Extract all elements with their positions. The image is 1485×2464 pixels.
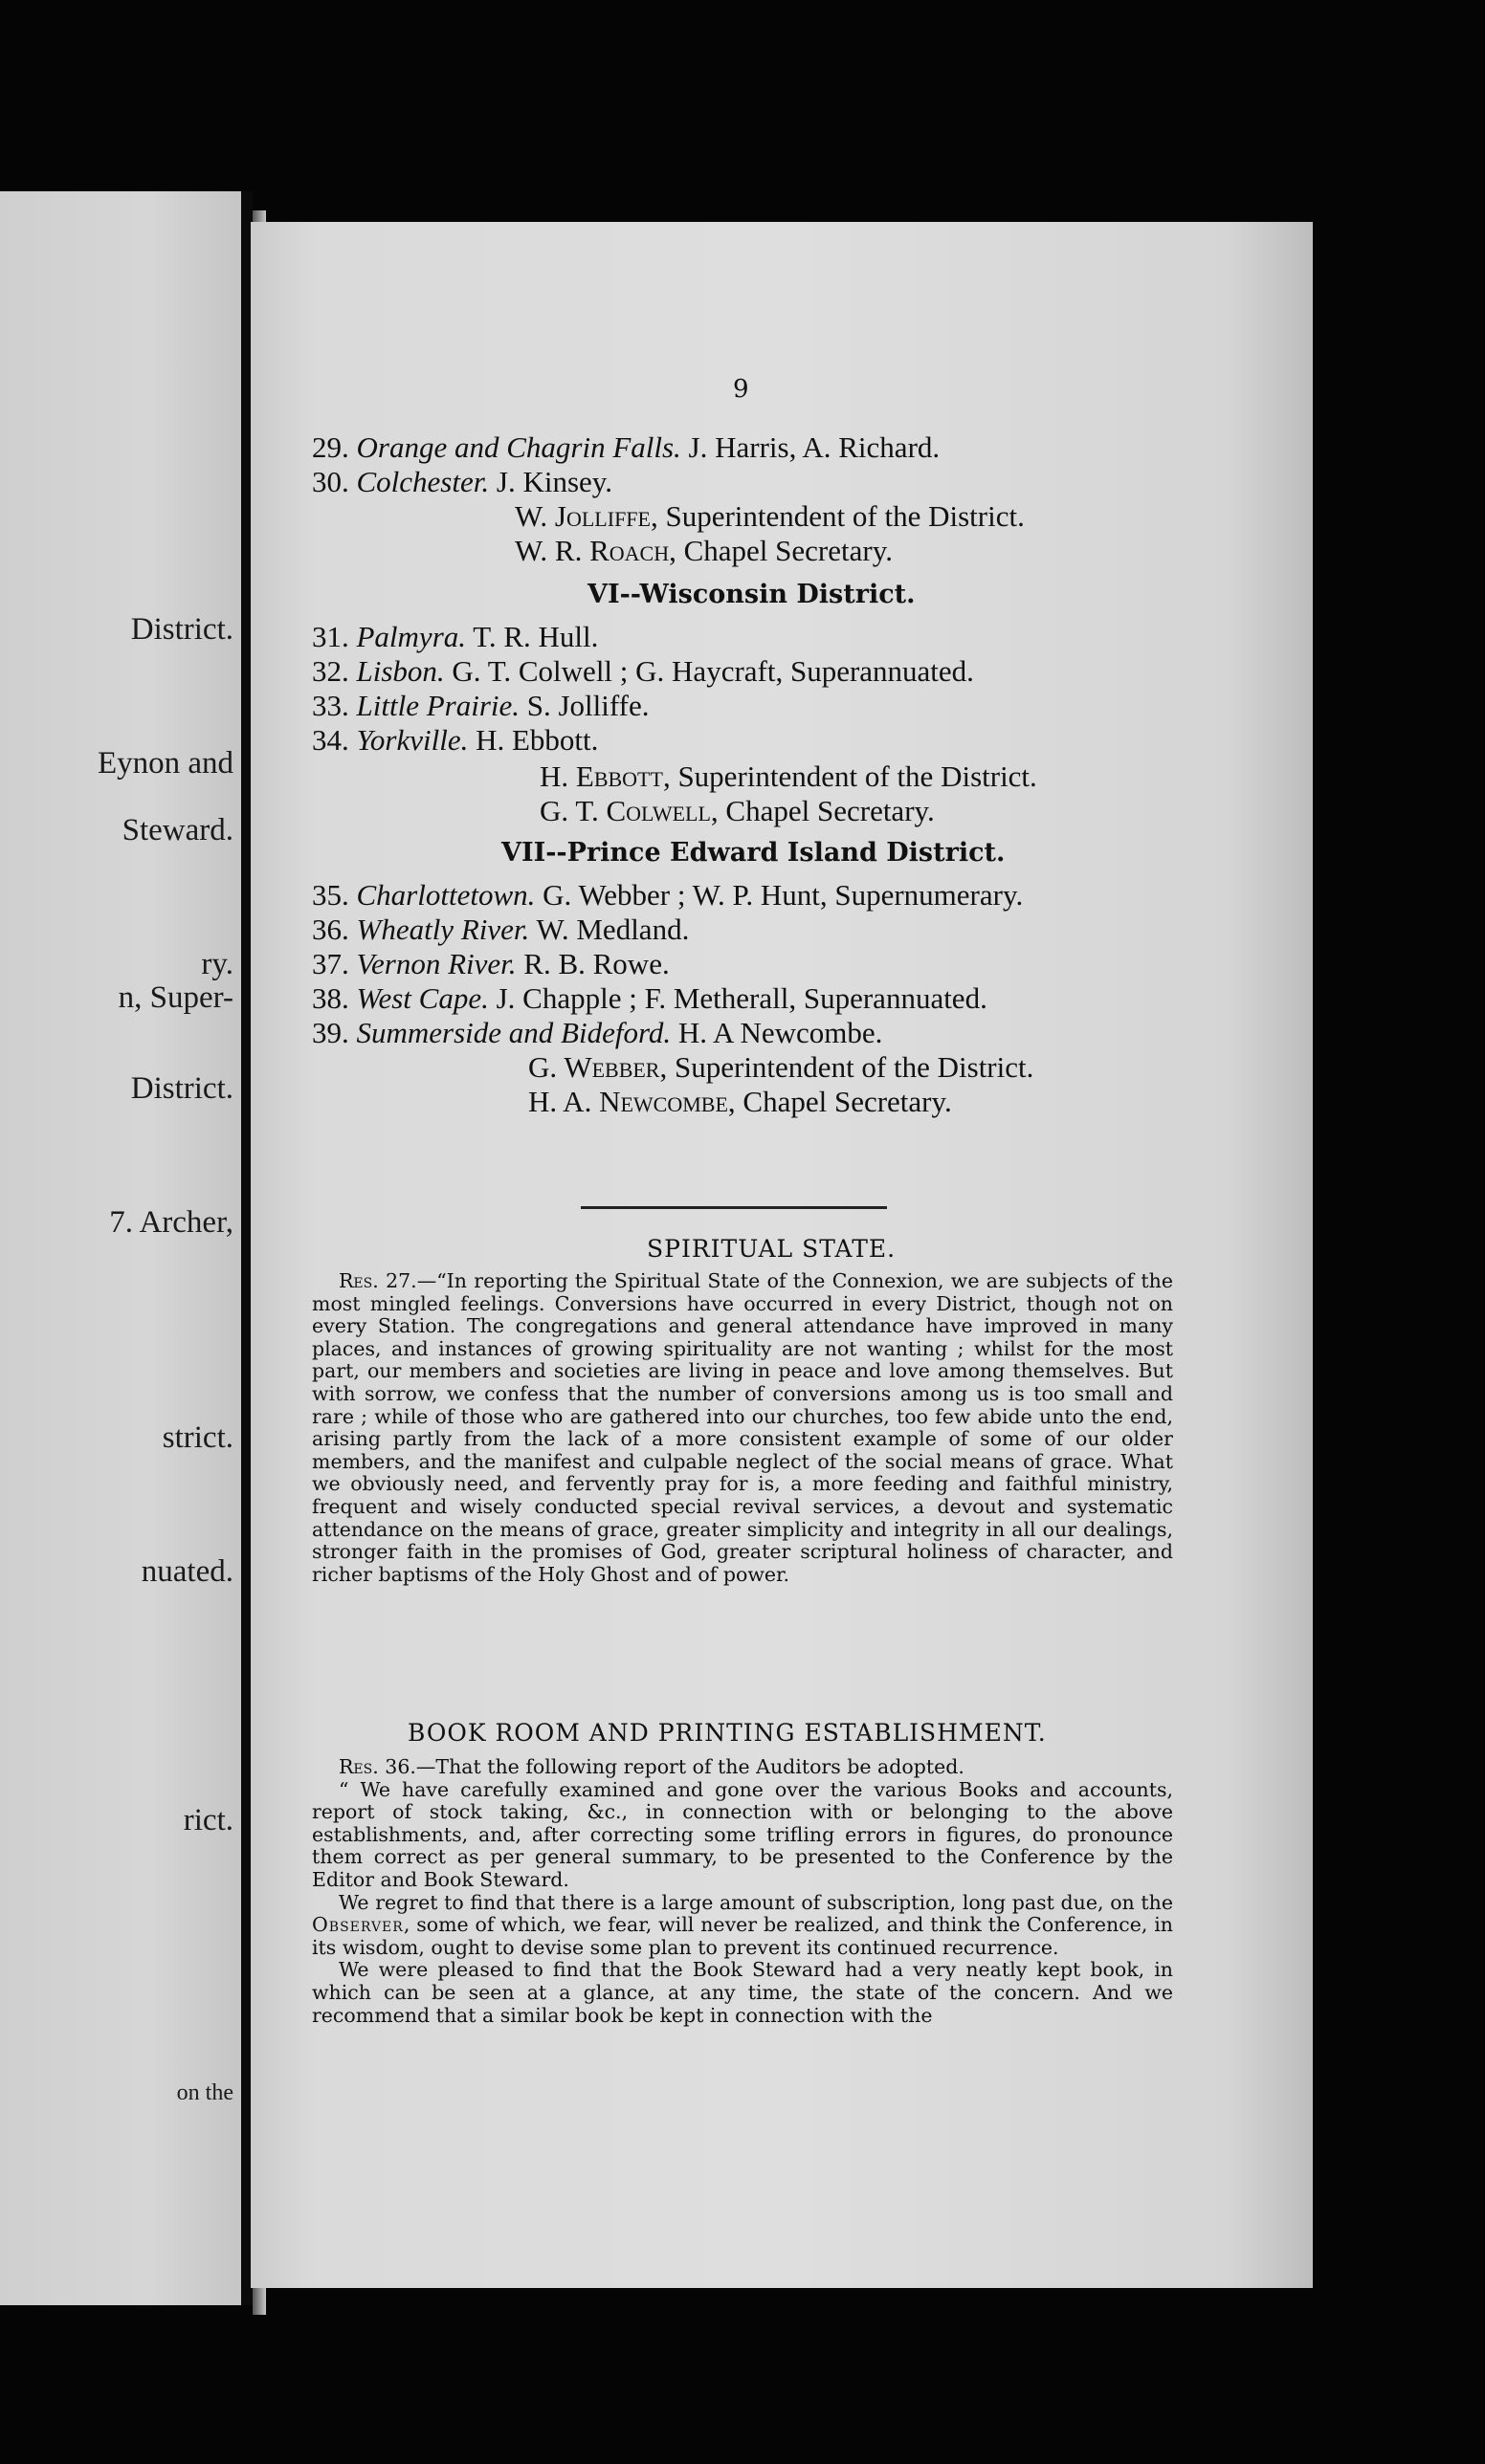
paragraph-text: , some of which, we fear, will never be realized, and think the Conference, in its wisdom, ought to devise some plan to prevent its continued recurrence. xyxy=(312,1913,1173,1959)
left-fragment: Eynon and xyxy=(97,746,233,781)
officer-role: , Chapel Secretary. xyxy=(710,794,935,827)
page-number: 9 xyxy=(733,375,749,404)
station-number: 34. xyxy=(312,723,349,757)
officer-name: G. Webber xyxy=(528,1050,660,1084)
section-title-book-room: BOOK ROOM AND PRINTING ESTABLISHMENT. xyxy=(408,1719,1047,1747)
station-number: 37. xyxy=(312,947,349,980)
station-number: 33. xyxy=(312,689,349,722)
station-place: Charlottetown. xyxy=(356,878,536,912)
station-number: 30. xyxy=(312,465,349,498)
station-number: 39. xyxy=(312,1016,349,1049)
district-heading: VII--Prince Edward Island District. xyxy=(501,838,1006,868)
officer-role: , Superintendent of the District. xyxy=(662,759,1037,793)
station-place: Orange and Chagrin Falls. xyxy=(356,430,681,464)
left-fragment: District. xyxy=(130,612,233,647)
station-ministers: H. Ebbott. xyxy=(468,723,599,757)
auditors-paragraph-1: “ We have carefully examined and gone over the various Books and accounts, report of stock taking, &c., in connection with or belonging to the above establishments, and, after correcting some trifling errors in figures, do pronounce them correct as per general summary, to be presented to the Conference by the Editor and Book Steward. xyxy=(312,1777,1173,1891)
station-line xyxy=(312,913,689,947)
station-line xyxy=(312,981,987,1016)
left-fragment: on the xyxy=(176,2080,233,2105)
officer-line xyxy=(528,1085,952,1119)
resolution-27 xyxy=(312,1270,1173,1586)
observer-name: Observer xyxy=(312,1913,404,1937)
station-place: West Cape. xyxy=(356,981,489,1015)
resolution-label: Res. 36. xyxy=(339,1755,416,1778)
left-fragment: n, Super- xyxy=(118,980,233,1015)
station-place: Little Prairie. xyxy=(356,689,520,722)
station-line xyxy=(312,620,598,654)
station-ministers: J. Kinsey. xyxy=(489,465,612,498)
officer-role: , Chapel Secretary. xyxy=(727,1085,952,1118)
officer-name: G. T. Colwell xyxy=(540,794,711,827)
officer-name: H. A. Newcombe xyxy=(528,1085,728,1118)
officer-line xyxy=(515,534,893,568)
resolution-text: —“In reporting the Spiritual State of the Connexion, we are subjects of the most mingled feelings. Conversions have occurred in every District, though not on every Station. The congregations and general attendance have improved in many places, and instances of growing spirituality are not wanting ; whilst for the most part, our members and societies are living in peace and love among themselves. But with sorrow, we confess that the number of conversions among us is too small and rare ; while of those who are gathered into our churches, too few abide unto the end, arising partly from the lack of a more consistent example of some of our older members, and the manifest and culpable neglect of the social means of grace. What we obviously need, and fervently pray for is, a more feeding and faithful ministry, frequent and wisely conducted special revival services, a devout and systematic attendance on the means of grace, greater simplicity and integrity in all our dealings, stronger faith in the promises of God, greater scriptural holiness of character, and richer baptisms of the Holy Ghost and of power. xyxy=(312,1269,1173,1586)
station-ministers: J. Chapple ; F. Metherall, Superannuated. xyxy=(488,981,987,1015)
station-number: 36. xyxy=(312,913,349,946)
officer-line xyxy=(540,759,1037,794)
left-fragment: 7. Archer, xyxy=(109,1205,233,1240)
station-place: Vernon River. xyxy=(356,947,517,980)
left-fragment: ry. xyxy=(201,947,233,981)
officer-role: , Superintendent of the District. xyxy=(659,1050,1034,1084)
main-page xyxy=(251,222,1313,2288)
officer-line xyxy=(515,499,1025,534)
station-ministers: T. R. Hull. xyxy=(466,620,599,653)
section-rule xyxy=(581,1206,887,1209)
officer-line xyxy=(528,1050,1033,1085)
station-line xyxy=(312,723,598,758)
officer-name: H. Ebbott xyxy=(540,759,663,793)
station-line xyxy=(312,1016,882,1050)
left-fragment: strict. xyxy=(162,1420,233,1455)
station-ministers: R. B. Rowe. xyxy=(516,947,670,980)
resolution-text: —That the following report of the Auditors be adopted. xyxy=(415,1755,964,1778)
left-fragment: nuated. xyxy=(141,1554,233,1589)
station-place: Palmyra. xyxy=(356,620,467,653)
station-number: 31. xyxy=(312,620,349,653)
officer-role: , Chapel Secretary. xyxy=(669,534,893,567)
station-place: Lisbon. xyxy=(356,654,445,688)
section-title-spiritual: SPIRITUAL STATE. xyxy=(647,1235,897,1263)
station-ministers: S. Jolliffe. xyxy=(520,689,650,722)
station-place: Yorkville. xyxy=(356,723,469,757)
paragraph-text: We regret to find that there is a large amount of subscription, long past due, on the xyxy=(339,1890,1173,1914)
station-line xyxy=(312,465,612,499)
station-ministers: H. A Newcombe. xyxy=(671,1016,883,1049)
auditors-paragraph-3: We were pleased to find that the Book Steward had a very neatly kept book, in which can be seen at a glance, at any time, the state of the concern. And we recommend that a similar book be kept in connection with the xyxy=(312,1958,1173,2027)
left-fragment: Steward. xyxy=(122,813,233,847)
left-facing-page xyxy=(0,191,247,2305)
station-place: Colchester. xyxy=(356,465,490,498)
station-place: Wheatly River. xyxy=(356,913,530,946)
station-ministers: J. Harris, A. Richard. xyxy=(680,430,941,464)
officer-name: W. R. Roach xyxy=(515,534,670,567)
left-fragment: District. xyxy=(130,1071,233,1106)
auditors-paragraph-2 xyxy=(312,1892,1173,1960)
resolution-label: Res. 27. xyxy=(339,1269,417,1292)
station-place: Summerside and Bideford. xyxy=(356,1016,672,1049)
station-number: 32. xyxy=(312,654,349,688)
station-line xyxy=(312,947,670,981)
resolution-36 xyxy=(312,1756,1173,2027)
station-ministers: W. Medland. xyxy=(529,913,690,946)
officer-name: W. Jolliffe xyxy=(515,499,651,533)
officer-line xyxy=(540,794,935,828)
station-line xyxy=(312,654,974,689)
station-line xyxy=(312,689,650,723)
station-number: 29. xyxy=(312,430,349,464)
station-line xyxy=(312,430,940,465)
station-ministers: G. T. Colwell ; G. Haycraft, Superannuated. xyxy=(444,654,974,688)
officer-role: , Superintendent of the District. xyxy=(650,499,1025,533)
station-line xyxy=(312,878,1023,913)
district-heading: VI--Wisconsin District. xyxy=(587,580,916,609)
station-number: 35. xyxy=(312,878,349,912)
station-ministers: G. Webber ; W. P. Hunt, Supernumerary. xyxy=(535,878,1024,912)
left-fragment: rict. xyxy=(183,1803,233,1837)
station-number: 38. xyxy=(312,981,349,1015)
